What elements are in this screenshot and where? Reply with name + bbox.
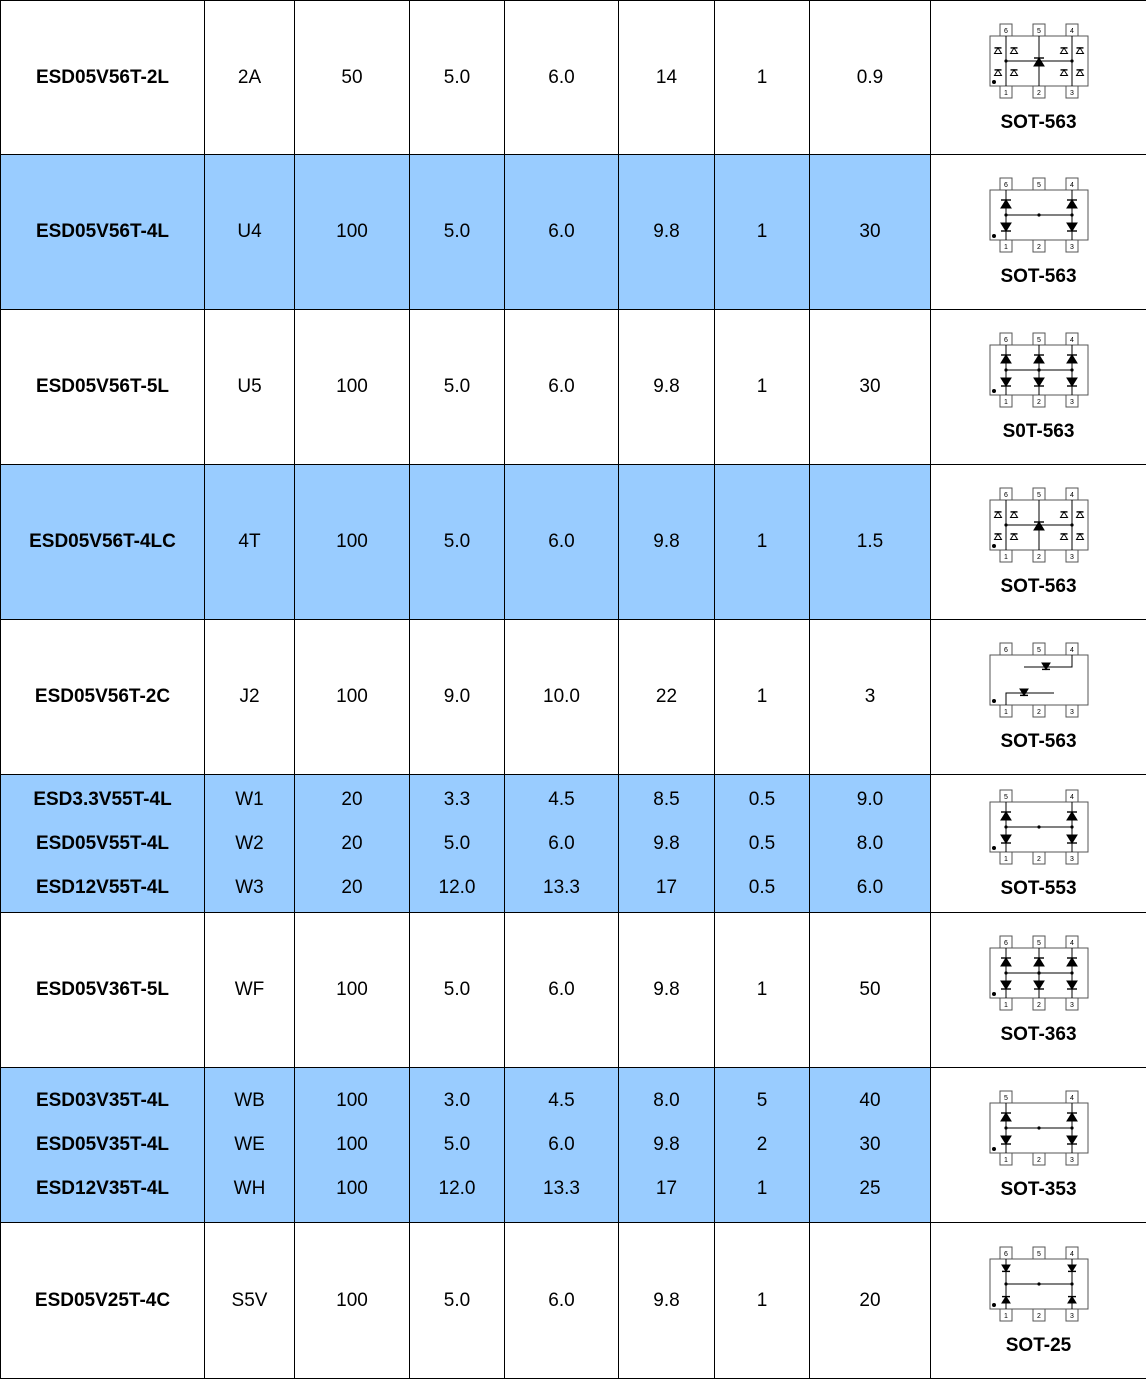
vc-value: 9.8	[619, 520, 714, 564]
ipp-value-cell	[295, 913, 410, 1068]
diode-array-5-line-icon	[984, 331, 1094, 411]
svg-text:1: 1	[1004, 856, 1008, 863]
vc-value: 8.0	[619, 1079, 714, 1123]
vc-value: 9.8	[619, 365, 714, 409]
svg-text:4: 4	[1070, 1095, 1074, 1102]
svg-text:2: 2	[1037, 90, 1041, 97]
vrwm-value-cell	[410, 465, 505, 620]
vc-value-cell	[619, 465, 715, 620]
vbr-value: 6.0	[505, 1123, 618, 1167]
cj-value: 30	[810, 210, 930, 254]
ipp-value-cell	[295, 620, 410, 775]
diode-array-2-line-icon	[984, 22, 1094, 102]
ipp-value: 20	[295, 866, 409, 910]
part-number: ESD05V25T-4C	[1, 1279, 204, 1323]
ipp-value: 100	[295, 1123, 409, 1167]
cj-value-cell	[810, 155, 931, 310]
ir-value: 0.5	[715, 822, 809, 866]
svg-text:6: 6	[1004, 28, 1008, 35]
table-row	[1, 1, 1146, 155]
ir-value: 1	[715, 365, 809, 409]
package-cell	[931, 155, 1146, 310]
vrwm-value: 5.0	[410, 365, 504, 409]
marking-code: W1	[205, 778, 294, 822]
marking-code-cell	[205, 310, 295, 465]
vc-value: 9.8	[619, 1123, 714, 1167]
vbr-value-cell	[505, 1223, 619, 1379]
svg-text:2: 2	[1037, 554, 1041, 561]
svg-text:5: 5	[1004, 794, 1008, 801]
part-number-cell	[1, 775, 205, 913]
ir-value-cell	[715, 310, 810, 465]
table-row	[1, 913, 1146, 1068]
package-figure	[931, 486, 1146, 598]
vbr-value: 6.0	[505, 822, 618, 866]
ir-value-cell	[715, 155, 810, 310]
ir-value: 0.5	[715, 866, 809, 910]
cj-value-cell	[810, 1068, 931, 1223]
part-number: ESD05V56T-2C	[1, 675, 204, 719]
diode-array-4-line-5pin-icon	[984, 1089, 1094, 1169]
table-body	[1, 1, 1146, 1379]
vrwm-value-cell	[410, 310, 505, 465]
package-label: SOT-563	[1000, 266, 1076, 288]
cj-value: 50	[810, 968, 930, 1012]
svg-text:5: 5	[1037, 940, 1041, 947]
cj-value: 30	[810, 1123, 930, 1167]
ipp-value: 100	[295, 1079, 409, 1123]
svg-text:4: 4	[1070, 794, 1074, 801]
vc-value-cell	[619, 620, 715, 775]
marking-code-cell	[205, 1, 295, 155]
marking-code: WF	[205, 968, 294, 1012]
part-number-cell	[1, 465, 205, 620]
part-number: ESD05V56T-4L	[1, 210, 204, 254]
part-number-cell	[1, 1223, 205, 1379]
marking-code: W3	[205, 866, 294, 910]
vbr-value: 13.3	[505, 1167, 618, 1211]
vbr-value: 6.0	[505, 56, 618, 100]
cj-value: 6.0	[810, 866, 930, 910]
marking-code: U4	[205, 210, 294, 254]
marking-code: S5V	[205, 1279, 294, 1323]
package-figure	[931, 641, 1146, 753]
package-cell	[931, 310, 1146, 465]
marking-code-cell	[205, 465, 295, 620]
svg-text:2: 2	[1037, 856, 1041, 863]
table-row	[1, 155, 1146, 310]
marking-code: WE	[205, 1123, 294, 1167]
svg-text:1: 1	[1004, 1002, 1008, 1009]
package-label: SOT-563	[1000, 576, 1076, 598]
cj-value-cell	[810, 465, 931, 620]
package-cell	[931, 913, 1146, 1068]
package-label: SOT-363	[1000, 1024, 1076, 1046]
svg-text:1: 1	[1004, 554, 1008, 561]
ipp-value-cell	[295, 310, 410, 465]
ir-value: 1	[715, 520, 809, 564]
marking-code-cell	[205, 1223, 295, 1379]
vbr-value-cell	[505, 155, 619, 310]
cj-value-cell	[810, 310, 931, 465]
marking-code: 4T	[205, 520, 294, 564]
ipp-value: 100	[295, 1167, 409, 1211]
package-figure	[931, 934, 1146, 1046]
vc-value: 9.8	[619, 1279, 714, 1323]
vbr-value: 4.5	[505, 1079, 618, 1123]
vrwm-value: 5.0	[410, 1123, 504, 1167]
vc-value: 14	[619, 56, 714, 100]
bidirectional-diode-4-channel-icon	[984, 1245, 1094, 1325]
svg-text:4: 4	[1070, 182, 1074, 189]
package-label: S0T-563	[1003, 421, 1075, 443]
vbr-value: 6.0	[505, 1279, 618, 1323]
svg-text:5: 5	[1037, 492, 1041, 499]
svg-text:3: 3	[1070, 1313, 1074, 1320]
diode-array-5-line-icon	[984, 934, 1094, 1014]
cj-value: 30	[810, 365, 930, 409]
part-number: ESD12V35T-4L	[1, 1167, 204, 1211]
vrwm-value: 5.0	[410, 1279, 504, 1323]
svg-text:6: 6	[1004, 492, 1008, 499]
ir-value: 1	[715, 675, 809, 719]
ipp-value: 50	[295, 56, 409, 100]
vc-value: 17	[619, 866, 714, 910]
part-number: ESD03V35T-4L	[1, 1079, 204, 1123]
svg-text:2: 2	[1037, 399, 1041, 406]
vc-value-cell	[619, 310, 715, 465]
svg-text:1: 1	[1004, 709, 1008, 716]
package-cell	[931, 775, 1146, 913]
ipp-value-cell	[295, 775, 410, 913]
vrwm-value-cell	[410, 1223, 505, 1379]
marking-code-cell	[205, 620, 295, 775]
marking-code: J2	[205, 675, 294, 719]
ir-value-cell	[715, 620, 810, 775]
marking-code-cell	[205, 1068, 295, 1223]
vrwm-value: 5.0	[410, 210, 504, 254]
vbr-value-cell	[505, 465, 619, 620]
vrwm-value-cell	[410, 620, 505, 775]
vrwm-value-cell	[410, 775, 505, 913]
vrwm-value: 9.0	[410, 675, 504, 719]
svg-text:6: 6	[1004, 337, 1008, 344]
marking-code-cell	[205, 155, 295, 310]
vrwm-value-cell	[410, 1068, 505, 1223]
cj-value-cell	[810, 1223, 931, 1379]
vbr-value: 6.0	[505, 365, 618, 409]
ir-value-cell	[715, 465, 810, 620]
svg-text:3: 3	[1070, 1157, 1074, 1164]
package-figure	[931, 22, 1146, 134]
vc-value-cell	[619, 1068, 715, 1223]
vbr-value: 6.0	[505, 210, 618, 254]
ipp-value: 100	[295, 1279, 409, 1323]
part-number: ESD3.3V55T-4L	[1, 778, 204, 822]
marking-code: WH	[205, 1167, 294, 1211]
package-figure	[931, 176, 1146, 288]
ipp-value-cell	[295, 1, 410, 155]
svg-text:4: 4	[1070, 337, 1074, 344]
package-label: SOT-553	[1000, 878, 1076, 900]
svg-text:4: 4	[1070, 647, 1074, 654]
bidirectional-diode-2-channel-icon	[984, 641, 1094, 721]
svg-text:6: 6	[1004, 1251, 1008, 1258]
ipp-value: 100	[295, 365, 409, 409]
ir-value: 0.5	[715, 778, 809, 822]
vc-value: 9.8	[619, 968, 714, 1012]
diode-array-4-line-5pin-icon	[984, 788, 1094, 868]
vbr-value: 13.3	[505, 866, 618, 910]
vbr-value-cell	[505, 1, 619, 155]
table-row	[1, 310, 1146, 465]
package-cell	[931, 1223, 1146, 1379]
ir-value-cell	[715, 1068, 810, 1223]
svg-text:2: 2	[1037, 1157, 1041, 1164]
svg-text:1: 1	[1004, 244, 1008, 251]
table-row	[1, 620, 1146, 775]
ipp-value-cell	[295, 465, 410, 620]
part-number-cell	[1, 310, 205, 465]
vc-value: 8.5	[619, 778, 714, 822]
ir-value-cell	[715, 775, 810, 913]
ir-value-cell	[715, 1, 810, 155]
cj-value: 1.5	[810, 520, 930, 564]
ipp-value-cell	[295, 155, 410, 310]
package-cell	[931, 465, 1146, 620]
vc-value-cell	[619, 775, 715, 913]
marking-code: W2	[205, 822, 294, 866]
vrwm-value: 5.0	[410, 56, 504, 100]
vc-value: 22	[619, 675, 714, 719]
vc-value: 9.8	[619, 210, 714, 254]
cj-value: 20	[810, 1279, 930, 1323]
ipp-value: 100	[295, 968, 409, 1012]
marking-code-cell	[205, 913, 295, 1068]
ir-value-cell	[715, 1223, 810, 1379]
svg-text:4: 4	[1070, 1251, 1074, 1258]
ir-value: 1	[715, 210, 809, 254]
svg-text:5: 5	[1037, 337, 1041, 344]
table-row	[1, 775, 1146, 913]
svg-text:3: 3	[1070, 244, 1074, 251]
vrwm-value: 5.0	[410, 822, 504, 866]
vbr-value-cell	[505, 775, 619, 913]
part-number: ESD05V56T-2L	[1, 56, 204, 100]
package-label: SOT-563	[1000, 112, 1076, 134]
package-label: SOT-353	[1000, 1179, 1076, 1201]
svg-text:4: 4	[1070, 28, 1074, 35]
table-row	[1, 1223, 1146, 1379]
ipp-value-cell	[295, 1223, 410, 1379]
cj-value: 0.9	[810, 56, 930, 100]
package-cell	[931, 620, 1146, 775]
vbr-value-cell	[505, 310, 619, 465]
svg-text:6: 6	[1004, 940, 1008, 947]
vbr-value: 6.0	[505, 968, 618, 1012]
part-number-cell	[1, 620, 205, 775]
ipp-value: 20	[295, 822, 409, 866]
svg-text:5: 5	[1037, 28, 1041, 35]
cj-value-cell	[810, 775, 931, 913]
svg-text:6: 6	[1004, 182, 1008, 189]
vrwm-value: 5.0	[410, 520, 504, 564]
part-number-cell	[1, 1, 205, 155]
svg-text:3: 3	[1070, 709, 1074, 716]
vbr-value: 4.5	[505, 778, 618, 822]
svg-text:2: 2	[1037, 709, 1041, 716]
package-label: SOT-25	[1006, 1335, 1071, 1357]
svg-text:1: 1	[1004, 1157, 1008, 1164]
svg-text:5: 5	[1004, 1095, 1008, 1102]
package-figure	[931, 788, 1146, 900]
vbr-value-cell	[505, 620, 619, 775]
vrwm-value: 5.0	[410, 968, 504, 1012]
cj-value: 8.0	[810, 822, 930, 866]
svg-text:2: 2	[1037, 1002, 1041, 1009]
svg-text:3: 3	[1070, 90, 1074, 97]
vbr-value: 6.0	[505, 520, 618, 564]
vrwm-value: 3.0	[410, 1079, 504, 1123]
diode-array-4-line-low-cap-icon	[984, 486, 1094, 566]
part-number: ESD05V35T-4L	[1, 1123, 204, 1167]
cj-value: 3	[810, 675, 930, 719]
svg-text:2: 2	[1037, 1313, 1041, 1320]
part-number: ESD05V56T-4LC	[1, 520, 204, 564]
ir-value: 2	[715, 1123, 809, 1167]
svg-text:5: 5	[1037, 647, 1041, 654]
package-label: SOT-563	[1000, 731, 1076, 753]
svg-text:4: 4	[1070, 492, 1074, 499]
vrwm-value-cell	[410, 155, 505, 310]
part-number-cell	[1, 1068, 205, 1223]
vc-value-cell	[619, 1, 715, 155]
svg-text:2: 2	[1037, 244, 1041, 251]
svg-text:6: 6	[1004, 647, 1008, 654]
table-row	[1, 465, 1146, 620]
part-number: ESD12V55T-4L	[1, 866, 204, 910]
vc-value-cell	[619, 1223, 715, 1379]
cj-value: 9.0	[810, 778, 930, 822]
cj-value-cell	[810, 620, 931, 775]
vc-value-cell	[619, 155, 715, 310]
ir-value: 5	[715, 1079, 809, 1123]
cj-value-cell	[810, 913, 931, 1068]
svg-text:1: 1	[1004, 90, 1008, 97]
cj-value: 40	[810, 1079, 930, 1123]
vrwm-value-cell	[410, 913, 505, 1068]
svg-text:5: 5	[1037, 182, 1041, 189]
svg-text:3: 3	[1070, 856, 1074, 863]
vrwm-value-cell	[410, 1, 505, 155]
part-number: ESD05V36T-5L	[1, 968, 204, 1012]
part-number: ESD05V56T-5L	[1, 365, 204, 409]
svg-text:3: 3	[1070, 1002, 1074, 1009]
marking-code: 2A	[205, 56, 294, 100]
ir-value: 1	[715, 1167, 809, 1211]
ir-value-cell	[715, 913, 810, 1068]
package-figure	[931, 331, 1146, 443]
cj-value: 25	[810, 1167, 930, 1211]
diode-array-4-line-icon	[984, 176, 1094, 256]
vrwm-value: 3.3	[410, 778, 504, 822]
ipp-value: 20	[295, 778, 409, 822]
marking-code: U5	[205, 365, 294, 409]
vbr-value: 10.0	[505, 675, 618, 719]
svg-text:3: 3	[1070, 554, 1074, 561]
ipp-value: 100	[295, 675, 409, 719]
ipp-value: 100	[295, 210, 409, 254]
part-number-cell	[1, 913, 205, 1068]
vc-value: 17	[619, 1167, 714, 1211]
part-number-cell	[1, 155, 205, 310]
vbr-value-cell	[505, 913, 619, 1068]
svg-text:3: 3	[1070, 399, 1074, 406]
svg-text:1: 1	[1004, 399, 1008, 406]
ipp-value-cell	[295, 1068, 410, 1223]
cj-value-cell	[810, 1, 931, 155]
ipp-value: 100	[295, 520, 409, 564]
vrwm-value: 12.0	[410, 1167, 504, 1211]
svg-text:5: 5	[1037, 1251, 1041, 1258]
vc-value-cell	[619, 913, 715, 1068]
package-figure	[931, 1089, 1146, 1201]
svg-text:1: 1	[1004, 1313, 1008, 1320]
vc-value: 9.8	[619, 822, 714, 866]
vrwm-value: 12.0	[410, 866, 504, 910]
ir-value: 1	[715, 968, 809, 1012]
table-row	[1, 1068, 1146, 1223]
package-figure	[931, 1245, 1146, 1357]
package-cell	[931, 1068, 1146, 1223]
vbr-value-cell	[505, 1068, 619, 1223]
package-cell	[931, 1, 1146, 155]
marking-code: WB	[205, 1079, 294, 1123]
marking-code-cell	[205, 775, 295, 913]
ir-value: 1	[715, 56, 809, 100]
svg-text:4: 4	[1070, 940, 1074, 947]
part-number: ESD05V55T-4L	[1, 822, 204, 866]
ir-value: 1	[715, 1279, 809, 1323]
